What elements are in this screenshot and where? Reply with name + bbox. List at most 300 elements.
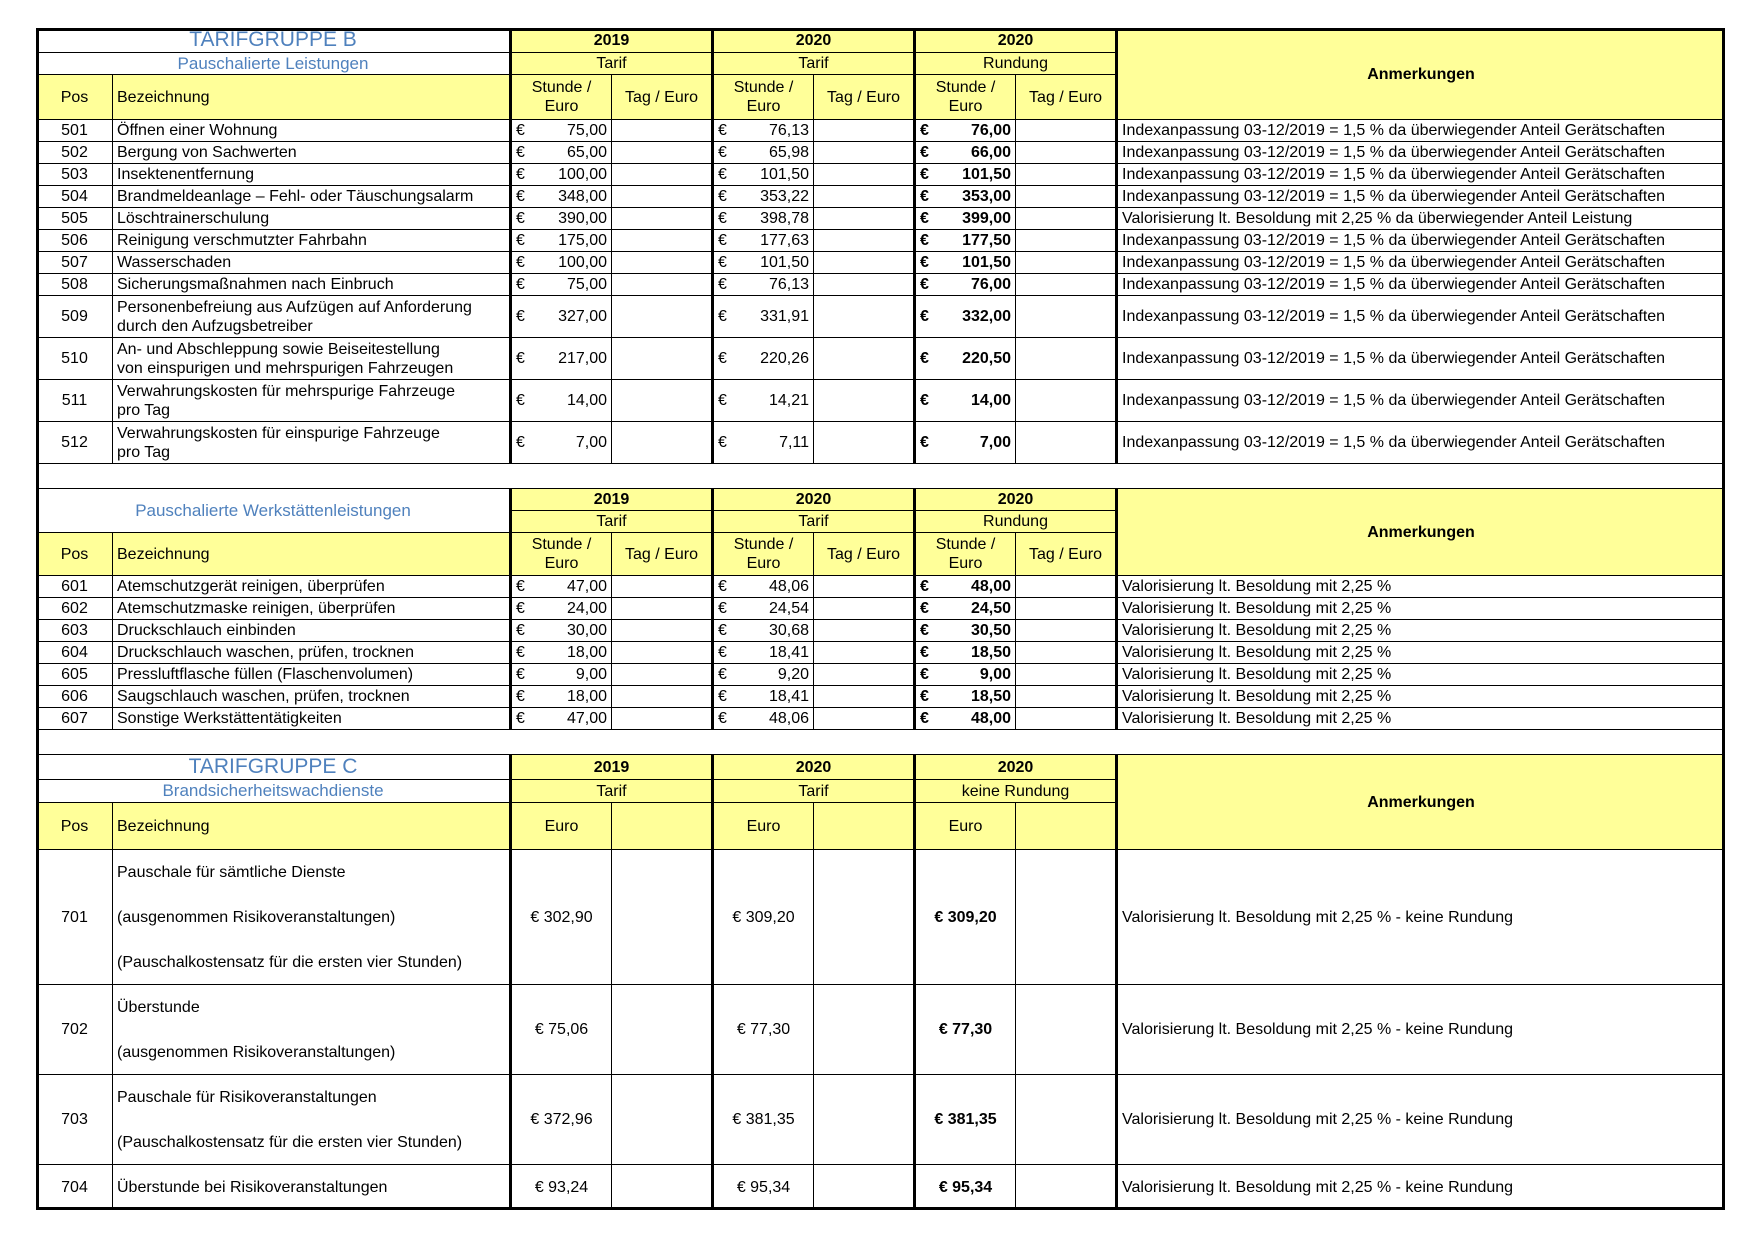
row-description-line: Löschtrainerschulung [117,210,270,227]
row-description-line: Verwahrungskosten für mehrspurige Fahrzeuge [117,382,455,400]
table-row [37,120,1725,142]
euro-sign: € [516,622,525,639]
row-day-value [814,380,915,422]
row-value: 76,00 [970,276,1012,293]
row-description [113,142,511,164]
row-day-value [1016,296,1117,338]
row-value-vr [915,850,1016,985]
tariff-section-2 [36,488,1725,730]
row-day-value [612,576,713,598]
euro-sign: € [718,666,727,683]
tarif-label: Tarif [798,782,829,800]
row-note [1117,208,1725,230]
row-value: 18,41 [768,688,809,705]
row-note-text: Indexanpassung 03-12/2019 = 1,5 % da überwiegender Anteil Gerätschaften [1122,392,1666,409]
row-pos-value: 511 [61,392,88,409]
pos-header-label: Pos [60,88,89,106]
row-note [1117,686,1725,708]
euro-amount [516,187,607,206]
row-value: 24,50 [970,600,1011,617]
euro-sign: € [516,308,525,325]
year-label: 2020 [997,491,1034,508]
notes-header [1117,489,1725,576]
row-value-vr [915,338,1016,380]
day-header [612,75,713,120]
row-description-line: Druckschlauch waschen, prüfen, trocknen [117,644,415,661]
row-day-value [1016,274,1117,296]
row-pos [37,186,113,208]
euro-amount [718,643,809,662]
row-description [113,422,511,464]
euro-sign: € [718,688,727,705]
row-day-value [814,252,915,274]
row-day-value [1016,164,1117,186]
row-day-value [1016,620,1117,642]
row-note [1117,985,1725,1075]
row-value-v2019 [511,598,612,620]
day-header [612,803,713,850]
euro-sign: € [718,350,727,367]
euro-amount [920,231,1011,250]
hour-header-line: Euro [746,98,781,115]
euro-amount [920,307,1011,326]
row-day-value [814,338,915,380]
euro-amount [516,665,607,684]
row-value-v2020 [713,708,814,730]
euro-amount [516,231,607,250]
year-header [511,489,713,511]
row-note [1117,252,1725,274]
row-day-value [612,164,713,186]
row-value: 217,00 [558,350,608,367]
row-description-line: Überstunde [117,998,200,1016]
row-note-text: Valorisierung lt. Besoldung mit 2,25 % da überwiegender Anteil Leistung [1122,210,1633,227]
row-description [113,576,511,598]
row-description [113,380,511,422]
row-note-text: Valorisierung lt. Besoldung mit 2,25 % - keine Rundung [1122,908,1514,926]
euro-amount [718,143,809,162]
row-value: 7,00 [979,434,1012,451]
euro-sign: € [920,308,929,325]
row-value: 220,26 [760,350,810,367]
row-description [113,985,511,1075]
row-pos-value: 501 [61,122,88,139]
euro-amount [516,391,607,410]
row-note-text: Indexanpassung 03-12/2019 = 1,5 % da überwiegender Anteil Gerätschaften [1122,308,1666,325]
row-value-v2019 [511,274,612,296]
row-value-v2020 [713,274,814,296]
row-description-line: Öffnen einer Wohnung [117,122,278,139]
tariff-section-3 [36,754,1725,1210]
row-pos [37,274,113,296]
section-subtitle-cell [37,53,511,75]
euro-sign: € [718,144,727,161]
row-value-v2019 [511,296,612,338]
table-row [37,142,1725,164]
hour-header-line: Euro [544,555,579,572]
row-value: 14,00 [566,392,608,409]
row-note [1117,664,1725,686]
row-value-v2019 [511,642,612,664]
table-row [37,422,1725,464]
euro-sign: € [920,350,929,367]
euro-amount [920,577,1011,596]
euro-amount [718,349,809,368]
notes-header-label: Anmerkungen [1367,65,1475,83]
row-value: 24,00 [566,600,607,617]
row-pos [37,252,113,274]
row-day-value [814,296,915,338]
row-value-vr [915,120,1016,142]
table-row [37,985,1725,1075]
row-value: 331,91 [760,308,810,325]
euro-sign: € [516,644,525,661]
row-value: 18,00 [566,644,607,661]
row-pos-value: 704 [61,1178,88,1196]
row-value-v2019 [511,186,612,208]
row-description [113,230,511,252]
row-value-v2020 [713,850,814,985]
row-note [1117,164,1725,186]
euro-amount [516,307,607,326]
row-pos [37,708,113,730]
euro-amount [516,709,607,728]
row-value-v2019 [511,985,612,1075]
euro-amount [516,143,607,162]
row-day-value [612,708,713,730]
row-pos-value: 606 [61,688,88,705]
row-value: 353,22 [760,188,810,205]
row-pos [37,120,113,142]
row-pos-value: 503 [61,166,88,183]
row-note-text: Indexanpassung 03-12/2019 = 1,5 % da überwiegender Anteil Gerätschaften [1122,350,1666,367]
euro-amount [718,599,809,618]
row-value-vr [915,164,1016,186]
row-day-value [1016,380,1117,422]
row-pos-value: 512 [61,434,88,451]
euro-amount [920,143,1011,162]
tarif-subheader [915,780,1117,803]
day-header-label: Tag / Euro [1029,545,1102,563]
row-description-line: Saugschlauch waschen, prüfen, trocknen [117,688,410,705]
row-value-vr [915,985,1016,1075]
row-day-value [814,1165,915,1210]
row-note-text: Valorisierung lt. Besoldung mit 2,25 % [1122,622,1392,639]
row-description [113,708,511,730]
row-description [113,296,511,338]
hour-header-label: Euro [948,817,983,835]
day-header-label: Tag / Euro [827,88,900,106]
row-description-line: Insektenentfernung [117,166,254,183]
row-pos-value: 509 [61,308,88,325]
table-row [37,186,1725,208]
euro-sign: € [718,166,727,183]
row-value-vr [915,380,1016,422]
row-day-value [1016,422,1117,464]
row-description-line: von einspurigen und mehrspurigen Fahrzeugen [117,359,454,377]
tarif-subheader [915,53,1117,75]
euro-amount [718,209,809,228]
tarif-subheader [915,511,1117,533]
table-row [37,686,1725,708]
row-day-value [814,422,915,464]
row-value-vr [915,208,1016,230]
row-value: 76,13 [768,122,810,139]
row-day-value [814,576,915,598]
row-pos-value: 507 [61,254,88,271]
section-separator [36,734,1725,756]
euro-sign: € [920,578,929,595]
table-row [37,850,1725,985]
row-value: 327,00 [558,308,608,325]
row-note [1117,422,1725,464]
euro-amount [718,253,809,272]
row-day-value [814,1075,915,1165]
pos-header [37,533,113,576]
row-note-text: Valorisierung lt. Besoldung mit 2,25 % [1122,688,1392,705]
row-value-v2020 [713,642,814,664]
table-row [37,296,1725,338]
table-row [37,274,1725,296]
row-value: 18,41 [768,644,809,661]
row-value: € 372,96 [530,1111,593,1128]
row-note-text: Valorisierung lt. Besoldung mit 2,25 % [1122,644,1392,661]
row-value: 65,98 [768,144,810,161]
row-value: 353,00 [962,188,1012,205]
row-value: € 381,35 [732,1111,795,1128]
hour-header-line: Stunde / [733,79,794,96]
row-pos-value: 703 [61,1111,88,1128]
year-label: 2020 [795,32,832,49]
row-value: € 93,24 [534,1178,589,1196]
row-value-vr [915,620,1016,642]
row-value: 175,00 [558,232,608,249]
row-description-line: Sonstige Werkstättentätigkeiten [117,710,342,727]
section-subtitle-cell [37,780,511,803]
row-day-value [814,208,915,230]
euro-sign: € [718,392,727,409]
row-pos [37,1165,113,1210]
row-description [113,664,511,686]
hour-header [511,803,612,850]
row-description-line: pro Tag [117,443,171,461]
row-description [113,274,511,296]
row-description [113,338,511,380]
euro-amount [920,687,1011,706]
pos-header-label: Pos [60,817,89,835]
row-description [113,186,511,208]
row-day-value [814,164,915,186]
euro-sign: € [920,166,929,183]
row-value-v2019 [511,664,612,686]
row-value: 48,00 [970,710,1011,727]
row-value: 390,00 [558,210,608,227]
row-day-value [612,142,713,164]
year-label: 2019 [593,491,630,508]
row-day-value [1016,576,1117,598]
row-value: 101,50 [962,254,1012,271]
notes-header-label: Anmerkungen [1367,523,1475,541]
row-value: 332,00 [962,308,1012,325]
row-pos-value: 702 [61,1021,88,1038]
row-value-v2019 [511,708,612,730]
row-value: 14,00 [970,392,1012,409]
hour-header [915,533,1016,576]
row-note-text: Valorisierung lt. Besoldung mit 2,25 % [1122,666,1392,683]
row-value: 18,00 [566,688,607,705]
row-description-line: durch den Aufzugsbetreiber [117,317,313,335]
euro-amount [516,577,607,596]
row-day-value [612,208,713,230]
row-value-vr [915,664,1016,686]
row-value: 399,00 [962,210,1012,227]
row-value-v2020 [713,252,814,274]
row-day-value [612,338,713,380]
row-description-line: Überstunde bei Risikoveranstaltungen [117,1178,388,1196]
euro-amount [718,231,809,250]
row-note-text: Indexanpassung 03-12/2019 = 1,5 % da überwiegender Anteil Gerätschaften [1122,276,1666,293]
row-description [113,686,511,708]
row-description [113,850,511,985]
euro-sign: € [516,254,525,271]
euro-sign: € [920,254,929,271]
row-value-v2020 [713,422,814,464]
tarif-subheader [511,53,713,75]
row-value: 30,68 [768,622,809,639]
euro-amount [516,209,607,228]
row-note-text: Valorisierung lt. Besoldung mit 2,25 % [1122,600,1392,617]
tarif-label: Tarif [596,55,627,72]
row-value: 101,50 [760,166,810,183]
row-day-value [814,620,915,642]
euro-sign: € [718,188,727,205]
row-note [1117,274,1725,296]
row-description-line: (Pauschalkostensatz für die ersten vier Stunden) [117,953,463,971]
row-value: 100,00 [558,166,608,183]
row-value-v2020 [713,686,814,708]
row-value-vr [915,1165,1016,1210]
row-pos-value: 504 [61,188,88,205]
euro-sign: € [920,122,929,139]
row-note-text: Valorisierung lt. Besoldung mit 2,25 % - keine Rundung [1122,1111,1514,1128]
row-day-value [1016,252,1117,274]
row-pos [37,422,113,464]
euro-sign: € [718,578,727,595]
hour-header-line: Euro [746,555,781,572]
row-pos-value: 510 [61,350,88,367]
row-value-vr [915,422,1016,464]
euro-sign: € [718,710,727,727]
euro-amount [920,121,1011,140]
euro-sign: € [516,350,525,367]
row-day-value [612,380,713,422]
year-label: 2020 [795,491,832,508]
row-day-value [612,274,713,296]
row-pos-value: 602 [61,600,88,617]
euro-amount [718,275,809,294]
hour-header [915,75,1016,120]
row-pos-value: 604 [61,644,88,661]
row-day-value [1016,338,1117,380]
row-value-v2020 [713,1165,814,1210]
row-value: 76,00 [970,122,1012,139]
euro-amount [516,349,607,368]
table-row [37,642,1725,664]
euro-sign: € [718,210,727,227]
row-value: 101,50 [760,254,810,271]
row-value-vr [915,576,1016,598]
row-description-line: Pauschale für Risikoveranstaltungen [117,1088,377,1106]
euro-sign: € [920,232,929,249]
row-day-value [1016,1075,1117,1165]
row-description [113,120,511,142]
euro-amount [920,643,1011,662]
row-note [1117,1075,1725,1165]
pos-header-label: Pos [60,545,89,563]
euro-sign: € [920,392,929,409]
euro-amount [718,165,809,184]
desc-header [113,533,511,576]
row-value: 47,00 [566,710,607,727]
row-pos-value: 601 [61,578,88,595]
section-title-cell [37,489,511,533]
hour-header-line: Stunde / [935,536,996,553]
row-day-value [1016,208,1117,230]
euro-sign: € [718,644,727,661]
row-value-v2019 [511,850,612,985]
row-pos [37,164,113,186]
day-header-label: Tag / Euro [625,88,698,106]
row-pos [37,576,113,598]
row-day-value [612,850,713,985]
row-day-value [814,664,915,686]
hour-header-line: Euro [948,555,983,572]
row-description [113,252,511,274]
euro-amount [920,209,1011,228]
row-value-v2020 [713,1075,814,1165]
hour-header [713,75,814,120]
row-value-v2019 [511,620,612,642]
notes-header [1117,755,1725,850]
year-header [713,489,915,511]
row-value: € 95,34 [938,1178,993,1196]
row-value: 9,00 [575,666,607,683]
row-pos [37,230,113,252]
euro-sign: € [516,688,525,705]
row-value: 48,06 [768,710,809,727]
row-value-v2020 [713,598,814,620]
euro-amount [516,121,607,140]
row-value-v2020 [713,620,814,642]
hour-header-line: Stunde / [935,79,996,96]
table-row [37,380,1725,422]
row-day-value [814,708,915,730]
section-separator [36,468,1725,490]
row-pos-value: 607 [61,710,88,727]
euro-amount [718,687,809,706]
row-note [1117,338,1725,380]
table-row [37,208,1725,230]
row-description-line: Verwahrungskosten für einspurige Fahrzeuge [117,424,440,442]
section-title: TARIFGRUPPE C [188,754,358,778]
hour-header-label: Euro [544,817,579,835]
row-note [1117,120,1725,142]
row-value: 14,21 [768,392,810,409]
row-pos [37,296,113,338]
row-day-value [612,422,713,464]
row-value-vr [915,686,1016,708]
row-description-line: An- und Abschleppung sowie Beiseitestellung [117,340,440,358]
